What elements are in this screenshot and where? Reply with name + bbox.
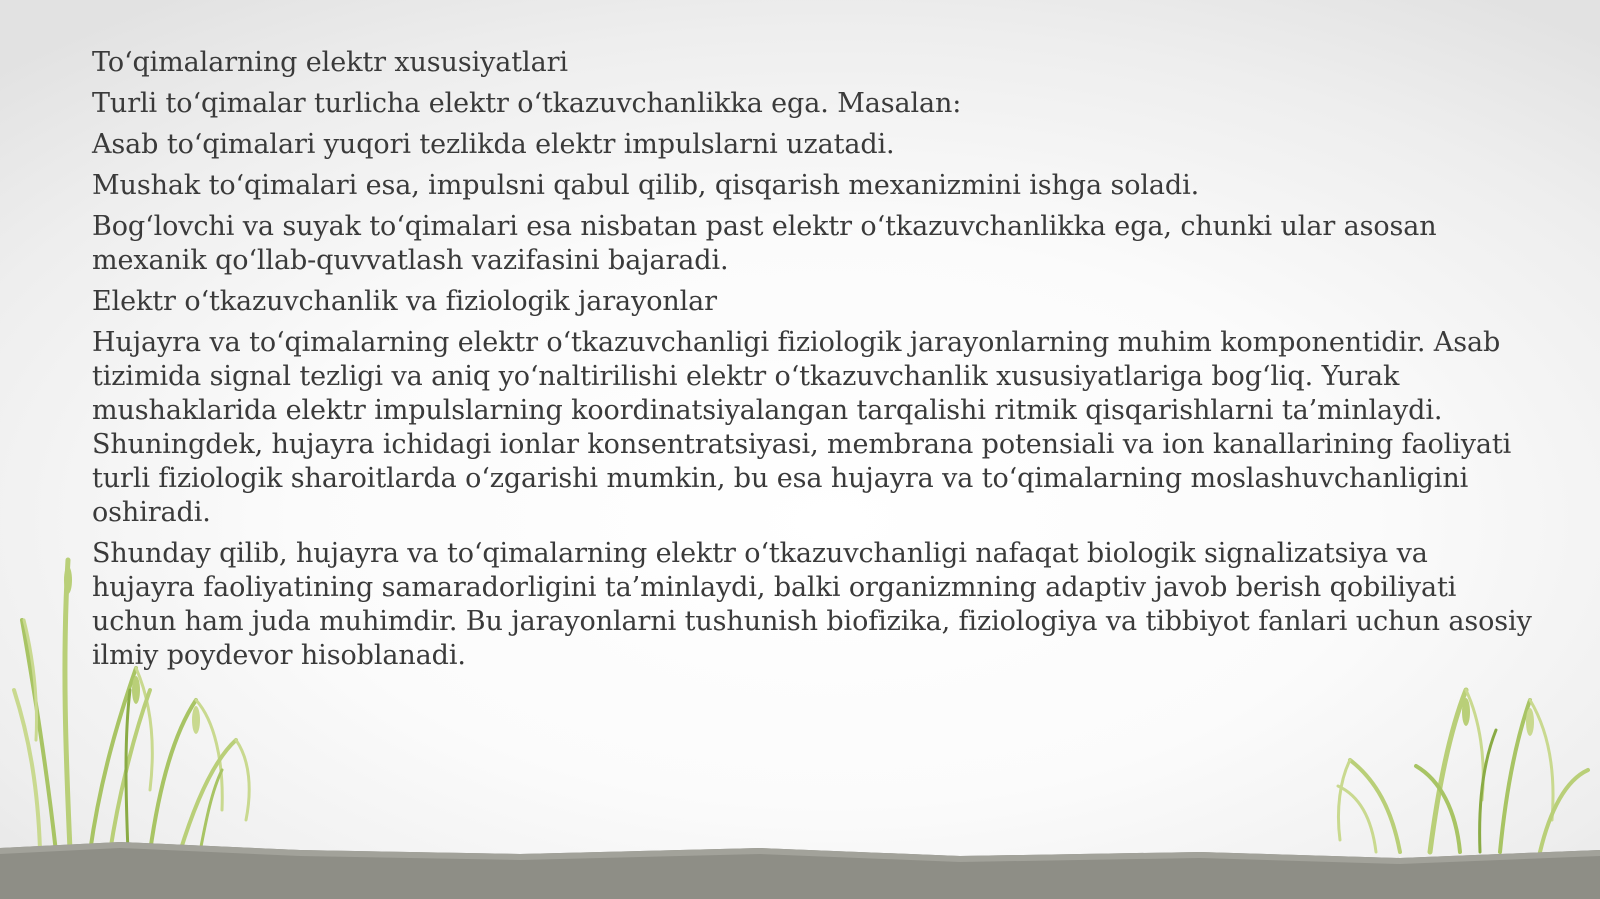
slide-content	[92, 46, 1532, 680]
ground-highlight	[0, 842, 1600, 864]
ground-shape	[0, 842, 1600, 899]
paragraph-connective-tissue: Bog‘lovchi va suyak to‘qimalari esa nisbatan past elektr o‘tkazuvchanlikka ega, chunki ular asosan mexanik qo‘llab-quvvatlash vazifasini bajaradi.	[92, 211, 1437, 276]
paragraph-physiology: Hujayra va to‘qimalarning elektr o‘tkazuvchanligi fiziologik jarayonlarning muhim komponentidir. Asab tizimida signal tezligi va aniq yo‘naltirilishi elektr o‘tkazuvchanlik xususiyatlariga bog‘liq. Yurak mushaklarida elektr impulslarning koordinatsiyalangan tarqalishi ritmik qisqarishlarni ta’minlaydi. Shuningdek, hujayra ichidagi ionlar konsentratsiyasi, membrana potensiali va ion kanallarining faoliyati turli fiziologik sharoitlarda o‘zgarishi mumkin, bu esa hujayra va to‘qimalarning moslashuvchanligini oshiradi.	[92, 327, 1512, 528]
paragraph-muscle-tissue: Mushak to‘qimalari esa, impulsni qabul qilib, qisqarish mexanizmini ishga soladi.	[92, 170, 1200, 201]
right-grass-icon	[1338, 690, 1588, 852]
paragraph-title: To‘qimalarning elektr xususiyatlari	[92, 47, 568, 78]
paragraph-conclusion: Shunday qilib, hujayra va to‘qimalarning elektr o‘tkazuvchanligi nafaqat biologik signalizatsiya va hujayra faoliyatining samaradorligini ta’minlaydi, balki organizmning adaptiv javob berish qobiliyati uchun ham juda muhimdir. Bu jarayonlarni tushunish biofizika, fiziologiya va tibbiyot fanlari uchun asosiy ilmiy poydevor hisoblanadi.	[92, 538, 1532, 671]
paragraph-intro: Turli to‘qimalar turlicha elektr o‘tkazuvchanlikka ega. Masalan:	[92, 88, 962, 119]
paragraph-nerve-tissue: Asab to‘qimalari yuqori tezlikda elektr impulslarni uzatadi.	[92, 129, 895, 160]
paragraph-subheading: Elektr o‘tkazuvchanlik va fiziologik jarayonlar	[92, 286, 717, 317]
